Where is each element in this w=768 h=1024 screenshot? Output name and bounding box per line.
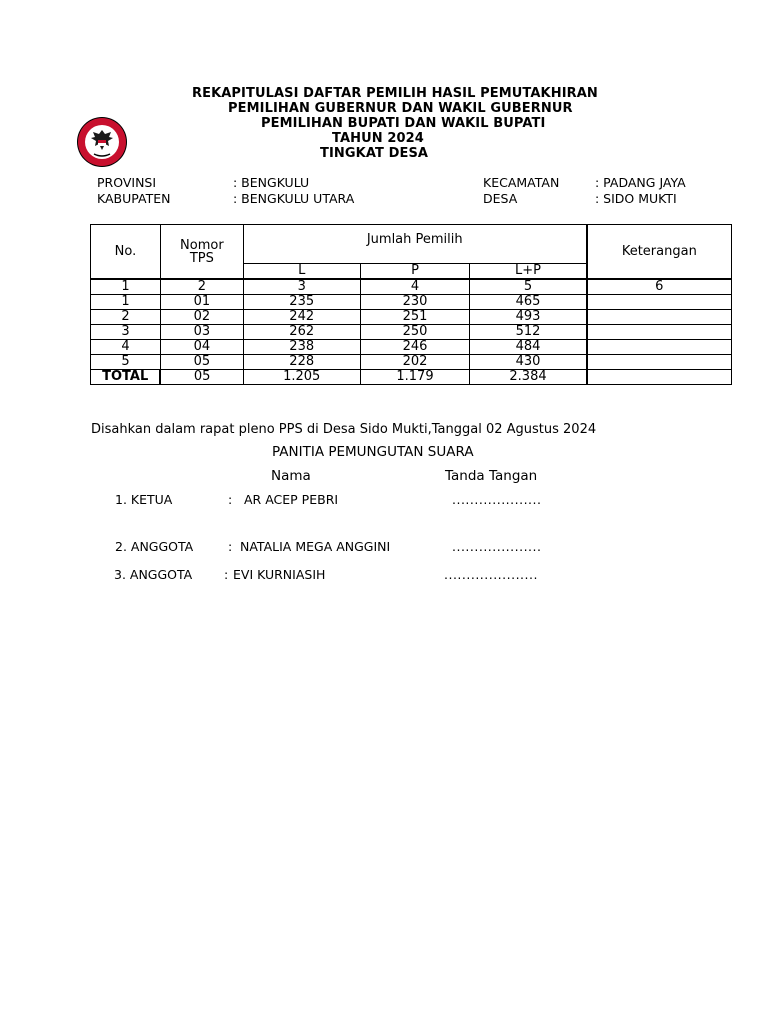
title-line-5: TINGKAT DESA (320, 146, 429, 161)
cell-lp: 484 (470, 340, 587, 355)
cell-p: 250 (360, 325, 470, 340)
cell-tps: 05 (160, 355, 243, 370)
signature-line: .................... (452, 492, 542, 507)
header-keterangan: Keterangan (587, 225, 732, 280)
total-label: TOTAL (91, 370, 161, 385)
kpu-garuda-logo-icon (76, 116, 128, 168)
title-line-3: PEMILIHAN BUPATI DAN WAKIL BUPATI (261, 116, 546, 131)
table-row (91, 295, 732, 310)
cell-p: 230 (360, 295, 470, 310)
header-nomor-tps (160, 225, 243, 280)
tanda-tangan-column-header: Tanda Tangan (445, 468, 538, 484)
member-separator: : (228, 539, 233, 554)
kabupaten-label: KABUPATEN (97, 191, 171, 206)
header-l: L (243, 264, 360, 280)
column-number: 4 (360, 279, 470, 295)
cell-no: 5 (91, 355, 161, 370)
total-row (91, 370, 732, 385)
desa-label: DESA (483, 191, 518, 206)
rekap-table (90, 224, 732, 385)
signature-line: .................... (452, 539, 542, 554)
document-title (180, 86, 660, 161)
member-role: 2. ANGGOTA (115, 539, 194, 554)
cell-tps: 04 (160, 340, 243, 355)
total-lp: 2.384 (470, 370, 587, 385)
cell-lp: 512 (470, 325, 587, 340)
member-name: EVI KURNIASIH (233, 567, 326, 582)
cell-p: 246 (360, 340, 470, 355)
cell-l: 235 (243, 295, 360, 310)
cell-ket (587, 355, 732, 370)
cell-ket (587, 340, 732, 355)
panitia-heading: PANITIA PEMUNGUTAN SUARA (272, 444, 474, 460)
column-number-row (91, 279, 732, 295)
member-name: AR ACEP PEBRI (244, 492, 339, 507)
table-row (91, 310, 732, 325)
signature-line: ..................... (444, 567, 538, 582)
title-line-4: TAHUN 2024 (332, 131, 424, 146)
cell-ket (587, 325, 732, 340)
title-line-1: REKAPITULASI DAFTAR PEMILIH HASIL PEMUTAKHIRAN (192, 86, 598, 101)
column-number: 1 (91, 279, 161, 295)
header-p: P (360, 264, 470, 280)
total-p: 1.179 (360, 370, 470, 385)
cell-l: 262 (243, 325, 360, 340)
header-no: No. (91, 225, 161, 280)
table-header-row (91, 225, 732, 264)
member-role: 1. KETUA (115, 492, 173, 507)
member-name: NATALIA MEGA ANGGINI (240, 539, 391, 554)
cell-p: 202 (360, 355, 470, 370)
cell-p: 251 (360, 310, 470, 325)
desa-value: : SIDO MUKTI (595, 191, 677, 206)
header-nomor-tps-label: Nomor TPS (180, 237, 224, 266)
table-row (91, 325, 732, 340)
provinsi-label: PROVINSI (97, 175, 157, 190)
column-number: 5 (470, 279, 587, 295)
cell-tps: 02 (160, 310, 243, 325)
member-role: 3. ANGGOTA (114, 567, 193, 582)
cell-lp: 430 (470, 355, 587, 370)
cell-ket (587, 295, 732, 310)
cell-tps: 03 (160, 325, 243, 340)
cell-ket (587, 310, 732, 325)
cell-lp: 465 (470, 295, 587, 310)
nama-column-header: Nama (271, 468, 311, 484)
total-l: 1.205 (243, 370, 360, 385)
kecamatan-value: : PADANG JAYA (595, 175, 686, 190)
header-lp: L+P (470, 264, 587, 280)
cell-no: 4 (91, 340, 161, 355)
total-tps: 05 (160, 370, 243, 385)
provinsi-value: : BENGKULU (233, 175, 310, 190)
cell-lp: 493 (470, 310, 587, 325)
cell-l: 228 (243, 355, 360, 370)
kecamatan-label: KECAMATAN (483, 175, 560, 190)
cell-no: 2 (91, 310, 161, 325)
member-separator: : (228, 492, 233, 507)
member-separator: : (224, 567, 229, 582)
column-number: 3 (243, 279, 360, 295)
cell-no: 1 (91, 295, 161, 310)
disahkan-statement: Disahkan dalam rapat pleno PPS di Desa Sido Mukti,Tanggal 02 Agustus 2024 (91, 422, 597, 437)
cell-tps: 01 (160, 295, 243, 310)
table-row (91, 340, 732, 355)
cell-no: 3 (91, 325, 161, 340)
total-ket (587, 370, 732, 385)
kabupaten-value: : BENGKULU UTARA (233, 191, 355, 206)
column-number: 2 (160, 279, 243, 295)
column-number: 6 (587, 279, 732, 295)
header-jumlah-pemilih: Jumlah Pemilih (243, 225, 586, 264)
table-row (91, 355, 732, 370)
title-line-2: PEMILIHAN GUBERNUR DAN WAKIL GUBERNUR (228, 101, 573, 116)
cell-l: 238 (243, 340, 360, 355)
cell-l: 242 (243, 310, 360, 325)
